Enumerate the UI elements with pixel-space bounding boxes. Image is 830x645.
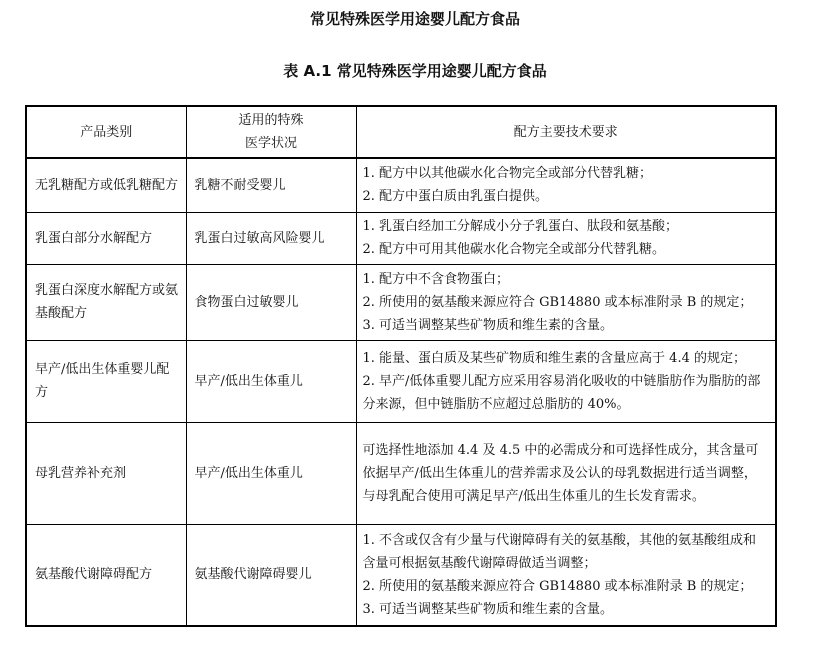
header-condition-line2: 医学状况 xyxy=(244,136,297,151)
header-condition-line1: 适用的特殊 xyxy=(238,113,304,128)
row-category: 氨基酸代谢障碍配方 xyxy=(26,524,186,626)
row-category: 无乳糖配方或低乳糖配方 xyxy=(26,158,186,212)
row-condition: 早产/低出生体重儿 xyxy=(186,422,356,524)
requirement-item: 1. 配方中以其他碳水化合物完全或部分代替乳糖； xyxy=(362,166,653,182)
requirement-item: 1. 配方中不含食物蛋白； xyxy=(362,271,510,287)
header-category: 产品类别 xyxy=(26,106,186,158)
row-condition: 氨基酸代谢障碍婴儿 xyxy=(186,524,356,626)
row-requirements xyxy=(356,264,776,340)
requirement-item: 1. 不含或仅含有少量与代谢障碍有关的氨基酸，其他的氨基酸组成和含量可根据氨基酸代谢障碍做适当调整； xyxy=(362,532,757,571)
table-row xyxy=(26,340,776,422)
table-caption: 表 A.1 常见特殊医学用途婴儿配方食品 xyxy=(283,62,547,80)
requirement-item: 2. 配方中可用其他碳水化合物完全或部分代替乳糖。 xyxy=(362,242,666,257)
requirement-item: 3. 可适当调整某些矿物质和维生素的含量。 xyxy=(362,601,614,617)
row-condition: 乳蛋白过敏高风险婴儿 xyxy=(186,212,356,264)
requirement-item: 3. 可适当调整某些矿物质和维生素的含量。 xyxy=(362,317,614,333)
row-requirements xyxy=(356,340,776,422)
row-requirements xyxy=(356,212,776,264)
row-condition: 乳糖不耐受婴儿 xyxy=(186,158,356,212)
requirement-item: 2. 配方中蛋白质由乳蛋白提供。 xyxy=(362,189,549,205)
row-requirements xyxy=(356,158,776,212)
row-category: 早产/低出生体重婴儿配方 xyxy=(26,340,186,422)
table-row xyxy=(26,158,776,212)
requirement-item: 可选择性地添加 4.4 及 4.5 中的必需成分和可选择性成分，其含量可依据早产/低出生体重儿的营养需求及公认的母乳数据进行适当调整，与母乳配合使用可满足早产/低出生体重儿的生长发育需求。 xyxy=(362,442,759,504)
row-condition: 食物蛋白过敏婴儿 xyxy=(186,264,356,340)
row-requirements xyxy=(356,422,776,524)
row-category: 乳蛋白部分水解配方 xyxy=(26,212,186,264)
row-condition: 早产/低出生体重儿 xyxy=(186,340,356,422)
requirement-item: 2. 所使用的氨基酸来源应符合 GB14880 或本标准附录 B 的规定； xyxy=(362,294,753,310)
table-row xyxy=(26,264,776,340)
table-row xyxy=(26,422,776,524)
row-requirements xyxy=(356,524,776,626)
header-condition xyxy=(186,106,356,158)
row-category: 乳蛋白深度水解配方或氨基酸配方 xyxy=(26,264,186,340)
row-category: 母乳营养补充剂 xyxy=(26,422,186,524)
requirement-item: 1. 能量、蛋白质及某些矿物质和维生素的含量应高于 4.4 的规定； xyxy=(362,350,746,366)
requirement-item: 1. 乳蛋白经加工分解成小分子乳蛋白、肽段和氨基酸； xyxy=(362,219,679,234)
table-header-row xyxy=(26,106,776,158)
requirement-item: 2. 所使用的氨基酸来源应符合 GB14880 或本标准附录 B 的规定； xyxy=(362,578,753,594)
header-requirements: 配方主要技术要求 xyxy=(356,106,776,158)
document-title: 常见特殊医学用途婴儿配方食品 xyxy=(309,10,520,28)
requirement-item: 2. 早产/低体重婴儿配方应采用容易消化吸收的中链脂肪作为脂肪的部分来源，但中链脂肪不应超过总脂肪的 40%。 xyxy=(362,373,761,412)
table-row xyxy=(26,524,776,626)
formula-spec-table xyxy=(25,105,777,627)
table-row xyxy=(26,212,776,264)
